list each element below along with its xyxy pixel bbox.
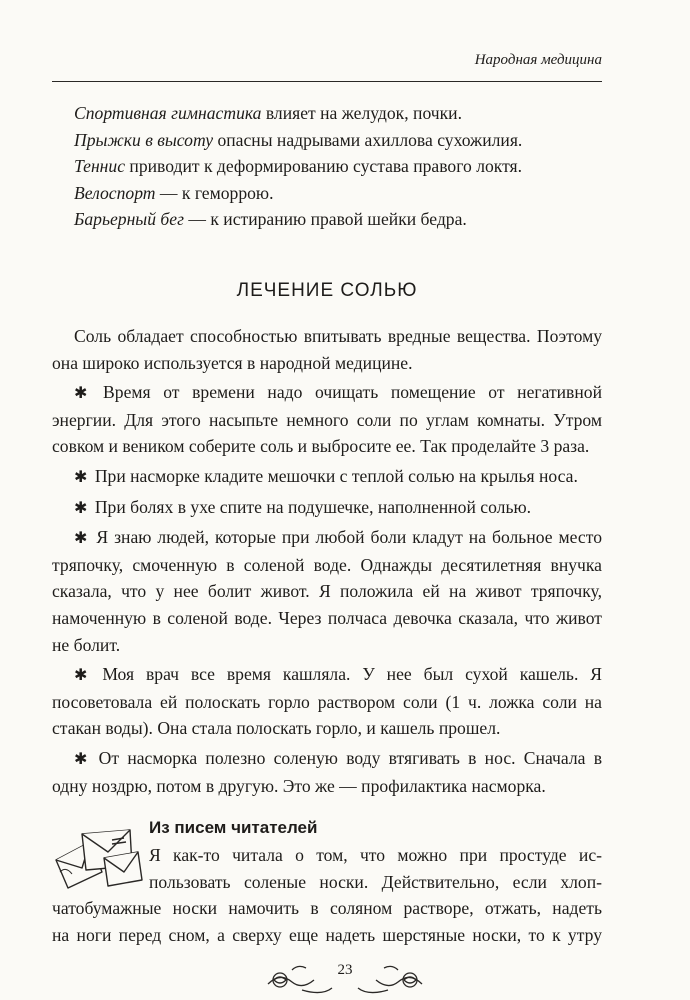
sports-term: Велоспорт bbox=[74, 182, 156, 203]
tip-text: При насморке кладите мешочки с теплой солью на крылья носа. bbox=[94, 465, 578, 486]
salt-treatment-text bbox=[52, 323, 602, 799]
asterisk-bullet-icon: ✱ bbox=[74, 748, 88, 768]
running-header-title: Народная медицина bbox=[474, 52, 602, 68]
sports-term: Спортивная гимнастика bbox=[74, 103, 262, 123]
tip-text: Моя врач все время кашляла. У нее был сухой кашель. Я посоветовала ей полоскать горло раствором соли (1 ч. ложка соли на стакан воды). Она стала полоскать горло, и кашель прошел. bbox=[52, 664, 602, 739]
tip-text: Время от времени надо очищать помещение от негативной энергии. Для этого насыпьте немного соли по углам комнаты. Утром совком и веником соберите соль и выбросите ее. Так проделайте 3 раза. bbox=[52, 382, 602, 457]
sports-text: опасны надрывами ахиллова сухожилия. bbox=[213, 129, 523, 150]
sports-item bbox=[74, 206, 602, 233]
sports-item bbox=[74, 153, 602, 180]
section-title: ЛЕЧЕНИЕ СОЛЬЮ bbox=[236, 280, 418, 301]
letters-line: пользовать соленые носки. Действительно, если хлоп- bbox=[149, 871, 602, 892]
intro-paragraph: Соль обладает способностью впитывать вредные вещества. Поэтому она широко используется в народной медицине. bbox=[52, 326, 602, 373]
tip-text: При болях в ухе спите на подушечке, наполненной солью. bbox=[94, 496, 532, 517]
page-number: 23 bbox=[337, 962, 353, 978]
sports-text: — к истиранию правой шейки бедра. bbox=[183, 209, 467, 229]
sports-term: Барьерный бег bbox=[74, 209, 184, 229]
letters-line: чатобумажные носки намочить в соляном растворе, отжать, надеть bbox=[52, 898, 602, 919]
tip-paragraph bbox=[52, 745, 602, 799]
asterisk-bullet-icon: ✱ bbox=[74, 497, 88, 517]
asterisk-bullet-icon: ✱ bbox=[74, 466, 88, 486]
tip-paragraph bbox=[52, 661, 602, 742]
letters-text bbox=[52, 842, 602, 948]
letters-line: на ноги перед сном, а сверху еще надеть шерстяные носки, то к утру bbox=[52, 924, 602, 945]
sports-term: Прыжки в высоту bbox=[74, 129, 214, 150]
sports-item bbox=[74, 100, 602, 127]
sports-list bbox=[74, 100, 602, 233]
sports-term: Теннис bbox=[74, 156, 126, 176]
letters-heading: Из писем читателей bbox=[149, 818, 318, 837]
asterisk-bullet-icon: ✱ bbox=[74, 665, 88, 685]
tip-paragraph bbox=[52, 379, 602, 460]
tip-paragraph bbox=[52, 463, 602, 491]
running-header bbox=[52, 48, 602, 82]
header-rule bbox=[52, 81, 602, 82]
tip-text: От насморка полезно соленую воду втягивать в нос. Сначала в одну ноздрю, потом в другую. Это же — профилактика насморка. bbox=[52, 747, 603, 796]
reader-letters-section bbox=[52, 818, 602, 968]
tip-paragraph bbox=[52, 494, 602, 522]
sports-item bbox=[74, 127, 602, 154]
letters-line: Я как-то читала о том, что можно при простуде ис- bbox=[149, 845, 602, 865]
tip-paragraph bbox=[52, 524, 602, 658]
asterisk-bullet-icon: ✱ bbox=[74, 383, 88, 403]
tip-text: Я знаю людей, которые при любой боли кладут на больное место тряпочку, смоченную в соленой воде. Однажды десятилетняя внучка сказала, что у нее болит живот. Я положила ей на живот тряпочку, намоченную в соленой воде. Через полчаса девочка сказала, что живот не болит. bbox=[52, 527, 602, 655]
sports-text: влияет на желудок, почки. bbox=[261, 103, 462, 123]
asterisk-bullet-icon: ✱ bbox=[74, 528, 88, 548]
sports-text: приводит к деформированию сустава правого локтя. bbox=[125, 156, 523, 176]
sports-item bbox=[74, 180, 602, 207]
page-footer bbox=[0, 960, 690, 1000]
sports-text: — к геморрою. bbox=[155, 182, 274, 203]
